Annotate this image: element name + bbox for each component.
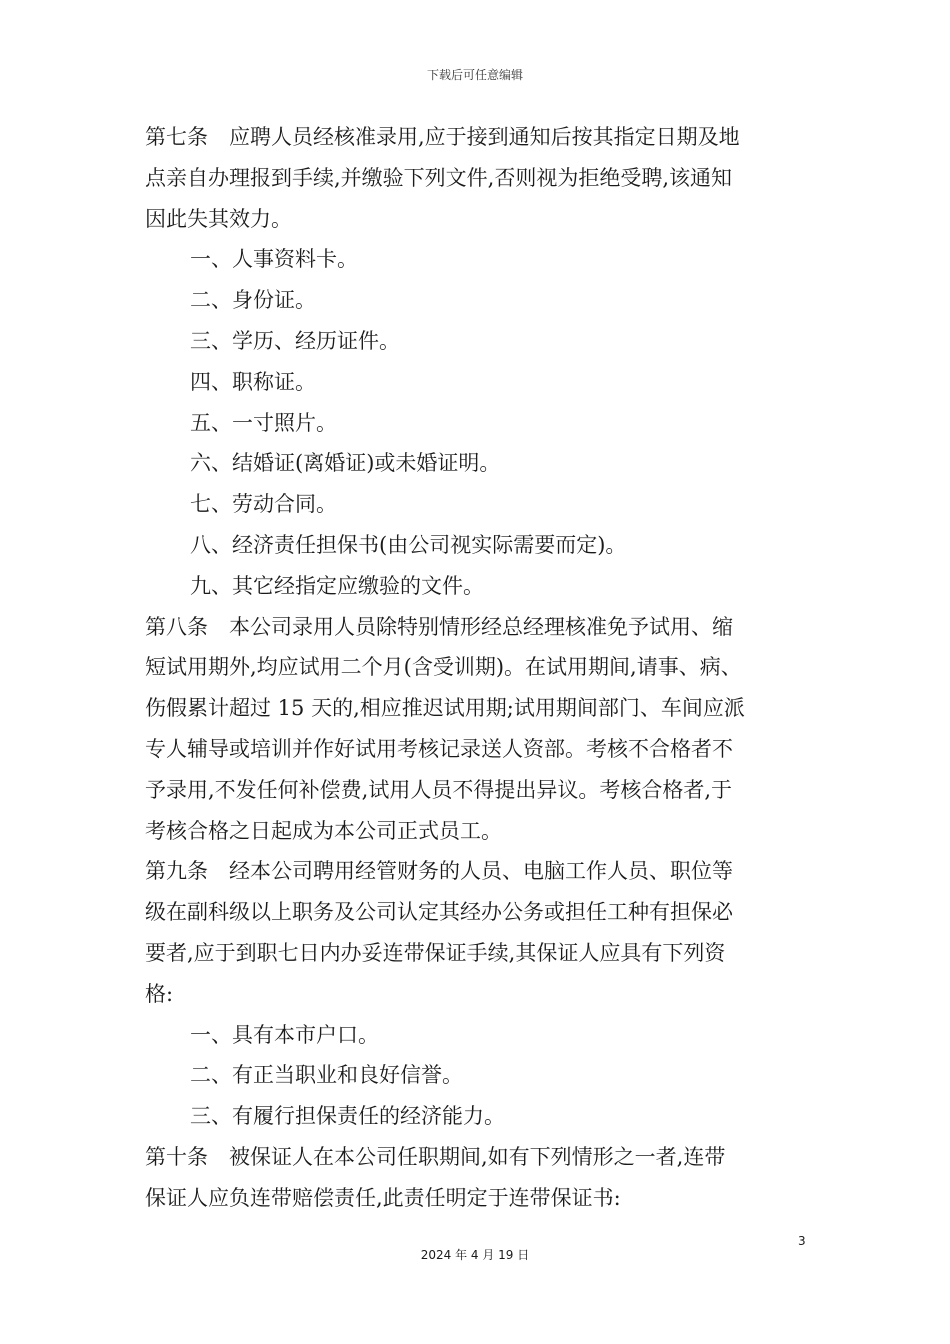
paragraph-line: 级在副科级以上职务及公司认定其经办公务或担任工种有担保必	[145, 900, 733, 925]
paragraph-line: 短试用期外,均应试用二个月(含受训期)。在试用期间,请事、病、	[145, 655, 742, 680]
paragraph-line: 因此失其效力。	[145, 206, 292, 231]
list-item-line: 二、有正当职业和良好信誉。	[190, 1063, 463, 1088]
list-item-line: 九、其它经指定应缴验的文件。	[190, 573, 484, 598]
list-item-line: 六、结婚证(离婚证)或未婚证明。	[190, 451, 501, 476]
list-item-line: 七、劳动合同。	[190, 492, 337, 517]
page-header: 下载后可任意编辑	[426, 68, 523, 82]
list-item-line: 一、具有本市户口。	[190, 1022, 379, 1047]
paragraph-line: 第九条 经本公司聘用经管财务的人员、电脑工作人员、职位等	[145, 859, 733, 884]
paragraph-line: 格:	[145, 981, 174, 1006]
document-body	[145, 117, 825, 1219]
paragraph-line: 保证人应负连带赔偿责任,此责任明定于连带保证书:	[145, 1185, 621, 1210]
page-number: 3	[798, 1234, 806, 1248]
list-item-line: 三、有履行担保责任的经济能力。	[190, 1104, 505, 1129]
paragraph-line: 第八条 本公司录用人员除特别情形经总经理核准免予试用、缩	[145, 614, 733, 639]
list-item-line: 一、人事资料卡。	[190, 247, 358, 272]
paragraph-line: 予录用,不发任何补偿费,试用人员不得提出异议。考核合格者,于	[145, 777, 733, 802]
paragraph-line: 专人辅导或培训并作好试用考核记录送人资部。考核不合格者不	[145, 736, 733, 761]
list-item-line: 三、学历、经历证件。	[190, 328, 400, 353]
paragraph-line: 第七条 应聘人员经核准录用,应于接到通知后按其指定日期及地	[145, 125, 740, 149]
paragraph-line: 伤假累计超过 15 天的,相应推迟试用期;试用期间部门、车间应派	[145, 696, 745, 721]
list-item-line: 八、经济责任担保书(由公司视实际需要而定)。	[190, 532, 627, 557]
paragraph-line: 要者,应于到职七日内办妥连带保证手续,其保证人应具有下列资	[145, 940, 726, 965]
paragraph-line: 第十条 被保证人在本公司任职期间,如有下列情形之一者,连带	[145, 1144, 726, 1169]
list-item-line: 五、一寸照片。	[190, 410, 337, 435]
footer-date: 2024 年 4 月 19 日	[420, 1248, 530, 1262]
list-item-line: 二、身份证。	[190, 288, 316, 313]
list-item-line: 四、职称证。	[190, 369, 316, 394]
paragraph-line: 考核合格之日起成为本公司正式员工。	[145, 818, 502, 843]
paragraph-line: 点亲自办理报到手续,并缴验下列文件,否则视为拒绝受聘,该通知	[145, 165, 733, 190]
